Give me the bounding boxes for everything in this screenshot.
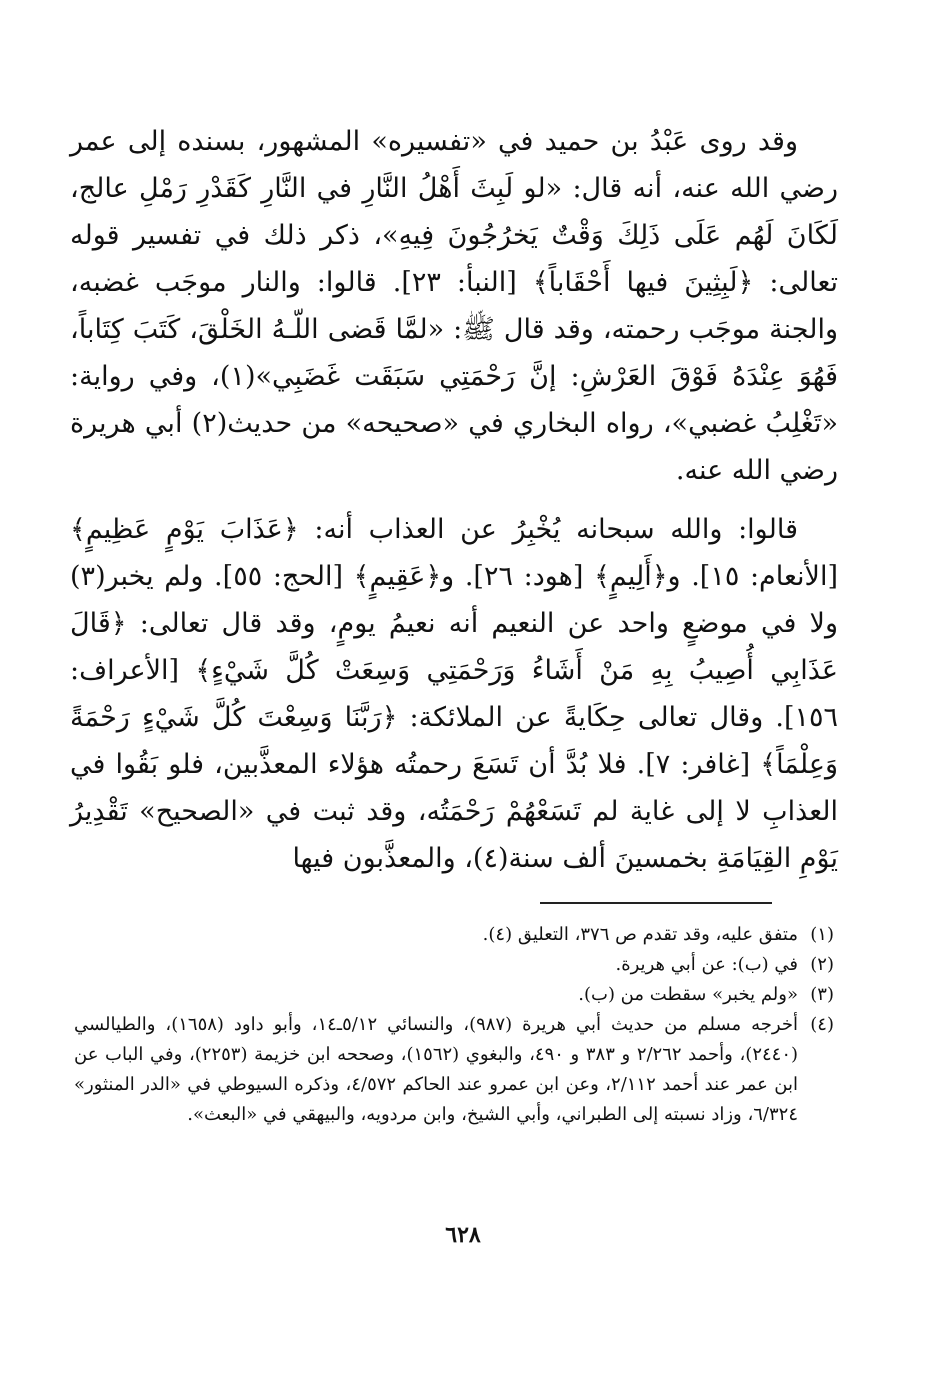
- page-number: ٦٢٨: [445, 1222, 481, 1248]
- footnote-number: (٤): [810, 1014, 834, 1035]
- main-text: [70, 118, 838, 882]
- footnote-text: «ولم يخبر» سقطت من (ب).: [578, 984, 798, 1005]
- footnote-text: متفق عليه، وقد تقدم ص ٣٧٦، التعليق (٤).: [482, 924, 798, 945]
- footnote-separator: [540, 902, 772, 904]
- paragraph-2: قالوا: والله سبحانه يُخْبِرُ عن العذاب أنه: ﴿عَذَابَ يَوْمٍ عَظِيمٍ﴾ [الأنعام: ١٥]. و﴿أَلِيمٍ﴾ [هود: ٢٦]. و﴿عَقِيمٍ﴾ [الحج: ٥٥]. ولم يخبر(٣) ولا في موضعٍ واحد عن النعيم أنه نعيمُ يومٍ، وقد قال تعالى: ﴿قَالَ عَذَابِي أُصِيبُ بِهِ مَنْ أَشَاءُ وَرَحْمَتِي وَسِعَتْ كُلَّ شَيْءٍ﴾ [الأعراف: ١٥٦]. وقال تعالى حِكَايةً عن الملائكة: ﴿رَبَّنَا وَسِعْتَ كُلَّ شَيْءٍ رَحْمَةً وَعِلْمَاً﴾ [غافر: ٧]. فلا بُدَّ أن تَسَعَ رحمتُه هؤلاء المعذَّبين، فلو بَقُوا في العذابِ لا إلى غاية لم تَسَعْهُمْ رَحْمَتُه، وقد ثبت في «الصحيح» تَقْدِيرُ يَوْمِ القِيَامَةِ بخمسينَ ألف سنة(٤)، والمعذَّبون فيها: [70, 514, 838, 874]
- paragraph-1: وقد روى عَبْدُ بن حميد في «تفسيره» المشهور، بسنده إلى عمر رضي الله عنه، أنه قال: «لو لَبِثَ أَهْلُ النَّارِ في النَّارِ كَقَدْرِ رَمْلِ عالج، لَكَانَ لَهُم عَلَى ذَلِكَ وَقْتٌ يَخرُجُونَ فِيهِ»، ذكر ذلك في تفسير قوله تعالى: ﴿لَبِثِينَ فيها أَحْقَاباً﴾ [النبأ: ٢٣]. قالوا: والنار موجَب غضبه، والجنة موجَب رحمته، وقد قال ﷺ: «لمَّا قَضى اللّـهُ الخَلْقَ، كَتَبَ كِتَاباً، فَهُوَ عِنْدَهُ فَوْقَ العَرْشِ: إنَّ رَحْمَتِي سَبَقَت غَضَبِي»(١)، وفي رواية: «تَغْلِبُ غضبي»، رواه البخاري في «صحيحه» من حديث(٢) أبي هريرة رضي الله عنه.: [70, 126, 838, 486]
- footnotes: [74, 920, 834, 1130]
- footnote-number: (٣): [810, 984, 834, 1005]
- footnote-4: [74, 1010, 834, 1130]
- footnote-3: [74, 980, 834, 1010]
- footnote-number: (١): [810, 924, 834, 945]
- footnote-number: (٢): [810, 954, 834, 975]
- footnote-text: أخرجه مسلم من حديث أبي هريرة (٩٨٧)، والنسائي ٥/١٢ـ١٤، وأبو داود (١٦٥٨)، والطيالسي (٢٤٤٠)، وأحمد ٢/٢٦٢ و ٣٨٣ و ٤٩٠، والبغوي (١٥٦٢)، وصححه ابن خزيمة (٢٢٥٣)، وفي الباب عن ابن عمر عند أحمد ٢/١١٢، وعن ابن عمرو عند الحاكم ٤/٥٧٢، وذكره السيوطي في «الدر المنثور» ٦/٣٢٤، وزاد نسبته إلى الطبراني، وأبي الشيخ، وابن مردويه، والبيهقي في «البعث».: [74, 1014, 799, 1125]
- footnote-1: [74, 920, 834, 950]
- footnote-text: في (ب): عن أبي هريرة.: [615, 954, 798, 975]
- footnote-2: [74, 950, 834, 980]
